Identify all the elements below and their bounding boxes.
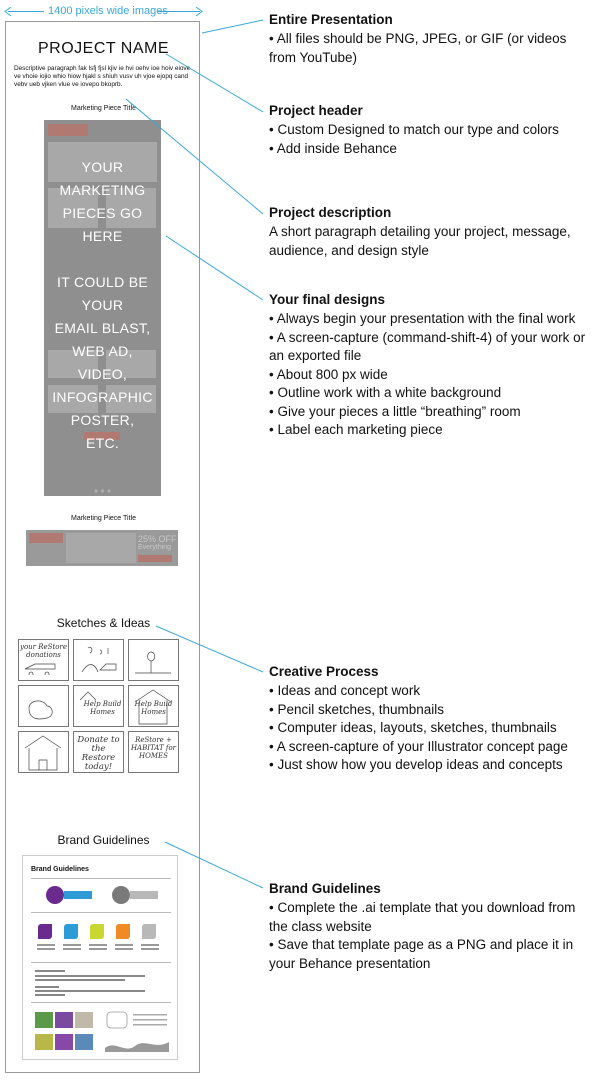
section-line: • Always begin your presentation with the final work xyxy=(269,311,576,326)
section-line: • Custom Designed to match our type and colors xyxy=(269,122,559,137)
section-line: • Label each marketing piece xyxy=(269,422,443,437)
connector-project-header xyxy=(166,54,263,112)
project-name: PROJECT NAME xyxy=(37,40,170,57)
marketing-piece-title-2: Marketing Piece Title xyxy=(71,515,136,522)
piece-line: EMAIL BLAST, xyxy=(54,320,151,336)
piece-line: WEB AD, xyxy=(72,343,133,359)
piece-line: YOUR xyxy=(81,159,124,175)
brand-guidelines-title: Brand Guidelines xyxy=(57,833,150,847)
brand-card-title: Brand Guidelines xyxy=(31,866,89,873)
section-title-creative-process: Creative Process xyxy=(269,664,379,679)
sketch-note: your ReStore donations xyxy=(20,643,67,659)
section-line: • Computer ideas, layouts, sketches, thumbnails xyxy=(269,720,557,735)
connector-project-description xyxy=(126,99,263,214)
connector-final-designs xyxy=(166,236,263,300)
section-title-brand-guidelines: Brand Guidelines xyxy=(269,881,381,896)
section-title-project-header: Project header xyxy=(269,103,363,118)
banner-text-2: Everything xyxy=(138,544,172,551)
section-line: • About 800 px wide xyxy=(269,366,388,382)
section-line: A short paragraph detailing your project, message, audience, and design style xyxy=(269,224,571,258)
piece-line: ETC. xyxy=(85,435,120,451)
piece-line: POSTER, xyxy=(70,412,135,428)
section-line: • All files should be PNG, JPEG, or GIF (or videos from YouTube) xyxy=(269,31,567,65)
section-title-project-description: Project description xyxy=(269,205,392,220)
section-line: • Pencil sketches, thumbnails xyxy=(269,701,445,717)
section-line: • Outline work with a white background xyxy=(269,385,502,400)
piece-line: INFOGRAPHIC xyxy=(52,389,153,405)
sketch-note: Help Build Homes xyxy=(83,700,122,716)
section-line: • Just show how you develop ideas and concepts xyxy=(269,757,563,772)
section-line: • A screen-capture (command-shift-4) of your work or an exported file xyxy=(269,329,586,363)
banner-text-1: 25% OFF xyxy=(138,534,177,544)
sketch-note: ReStore + HABITAT for HOMES xyxy=(130,736,177,760)
piece-line: HERE xyxy=(82,228,123,244)
section-line: • Ideas and concept work xyxy=(269,683,421,698)
sketch-note: Donate to the Restore today! xyxy=(77,735,120,772)
connector-entire-presentation xyxy=(202,20,263,33)
width-indicator-label: 1400 pixels wide images xyxy=(48,5,168,17)
section-line: • Give your pieces a little “breathing” room xyxy=(269,403,521,419)
piece-line: IT COULD BE xyxy=(57,274,148,290)
connector-creative-process xyxy=(156,626,263,672)
section-title-final-designs: Your final designs xyxy=(269,292,386,307)
sketches-title: Sketches & Ideas xyxy=(56,616,151,630)
section-line: • Save that template page as a PNG and place it in your Behance presentation xyxy=(269,937,574,971)
section-line: • A screen-capture of your Illustrator concept page xyxy=(269,738,568,754)
section-line: • Complete the .ai template that you download from the class website xyxy=(269,900,576,934)
piece-line: PIECES GO xyxy=(62,205,143,221)
connector-brand-guidelines xyxy=(165,842,263,888)
marketing-piece-title-1: Marketing Piece Title xyxy=(71,105,136,112)
piece-line: YOUR xyxy=(81,297,124,313)
section-title-entire-presentation: Entire Presentation xyxy=(269,12,393,27)
piece-line: VIDEO, xyxy=(77,366,128,382)
project-description: Descriptive paragraph fak lsfj fjsl kjiv ie hvi oehv ioe hoiv eiove ve vhoie iojio whio hiow hjakl s shiuh vusv uh vjoe ejopq cand vebv ueb vjken vlue ve iovepo bkoprb. xyxy=(14,65,191,88)
piece-line: MARKETING xyxy=(59,182,146,198)
section-line: • Add inside Behance xyxy=(269,140,397,156)
sketch-note: Help Build Homes xyxy=(134,700,173,716)
